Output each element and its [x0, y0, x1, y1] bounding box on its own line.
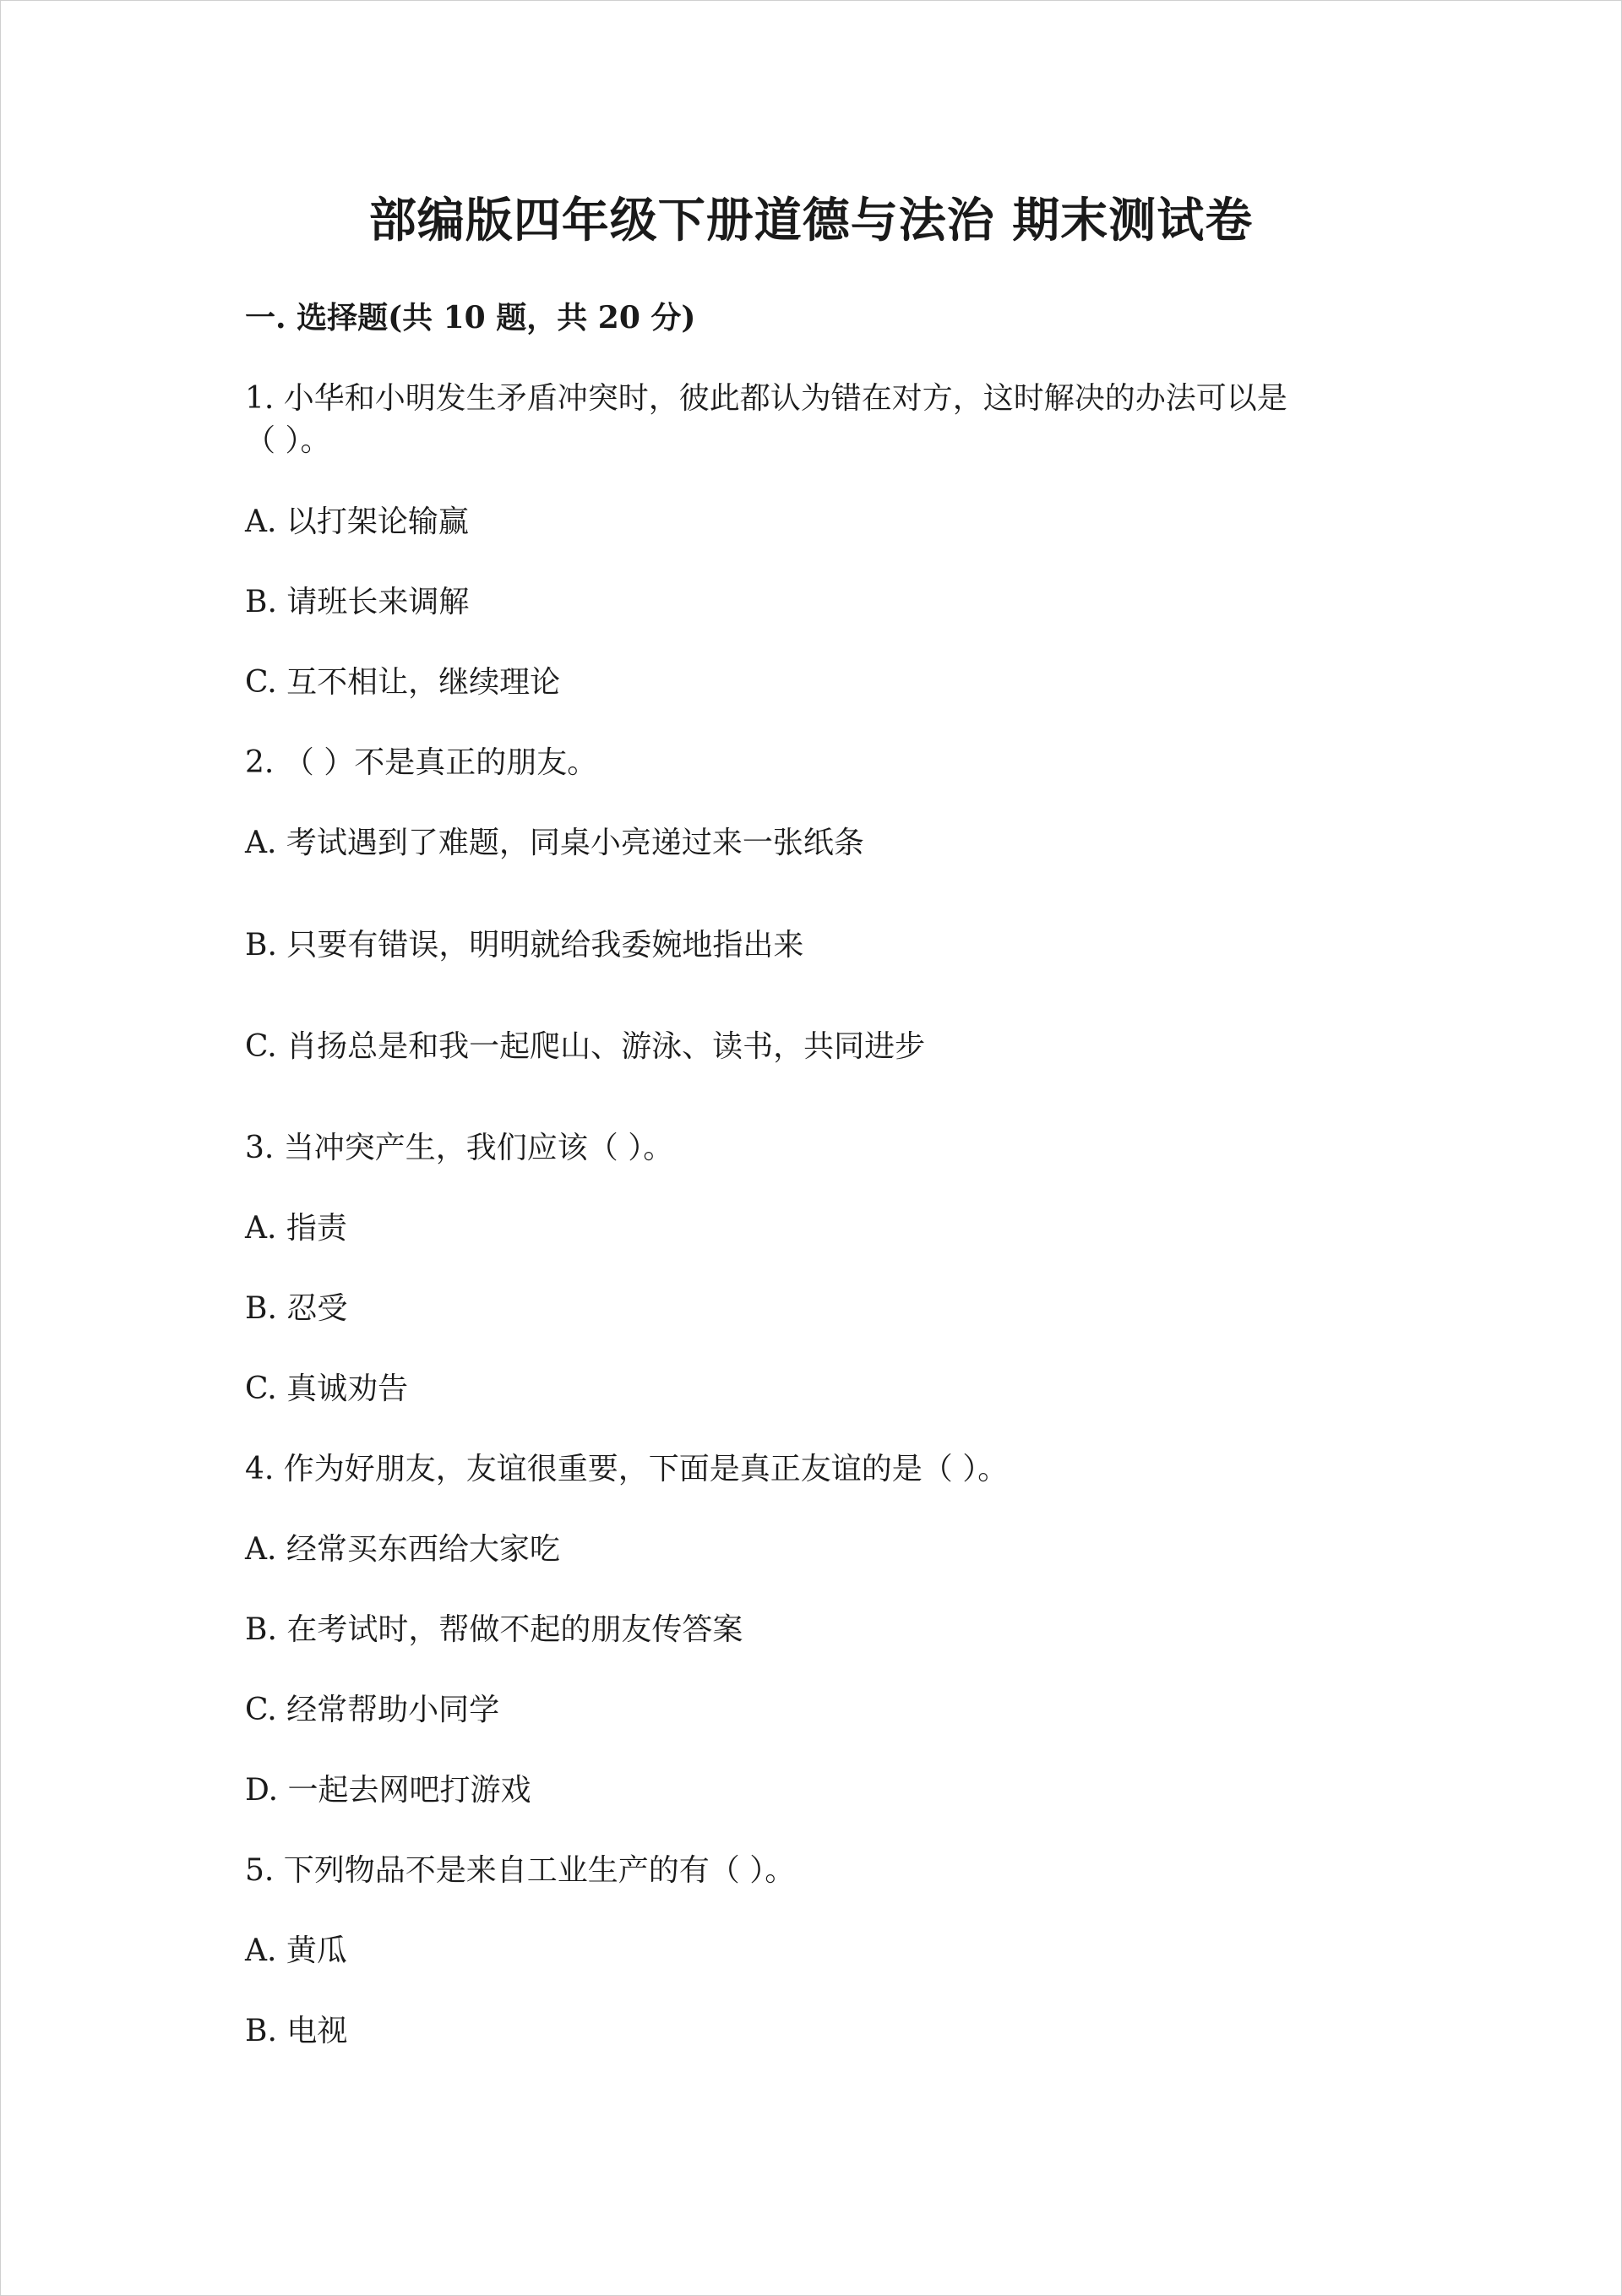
question-4-option-a: A. 经常买东西给大家吃: [245, 1532, 560, 1567]
question-2-stem: 2. （ ）不是真正的朋友。: [245, 745, 598, 780]
question-4-option-c: C. 经常帮助小同学: [245, 1693, 500, 1727]
question-5-stem: 5. 下列物品不是来自工业生产的有（ ）。: [245, 1853, 796, 1888]
question-3-option-a: A. 指责: [245, 1211, 347, 1246]
section-heading: 一. 选择题(共 10 题，共 20 分): [245, 300, 696, 335]
question-1-option-b: B. 请班长来调解: [245, 585, 470, 619]
page-title: 部编版四年级下册道德与法治 期末测试卷: [368, 193, 1254, 248]
question-1-option-c: C. 互不相让，继续理论: [245, 665, 561, 700]
question-1-stem-continued: （ ）。: [245, 423, 331, 458]
question-3-stem: 3. 当冲突产生，我们应该（ ）。: [245, 1131, 674, 1165]
question-3-option-c: C. 真诚劝告: [245, 1372, 409, 1406]
question-2-option-b: B. 只要有错误，明明就给我委婉地指出来: [245, 928, 804, 963]
question-5-option-b: B. 电视: [245, 2014, 348, 2048]
question-5-option-a: A. 黄瓜: [245, 1933, 347, 1968]
question-4-option-b: B. 在考试时，帮做不起的朋友传答案: [245, 1612, 743, 1647]
question-4-stem: 4. 作为好朋友，友谊很重要，下面是真正友谊的是（ ）。: [245, 1452, 1009, 1486]
question-1-stem: 1. 小华和小明发生矛盾冲突时，彼此都认为错在对方，这时解决的办法可以是: [245, 381, 1287, 416]
question-3-option-b: B. 忍受: [245, 1291, 348, 1326]
question-4-option-d: D. 一起去网吧打游戏: [245, 1773, 531, 1808]
question-2-option-a: A. 考试遇到了难题，同桌小亮递过来一张纸条: [245, 826, 864, 860]
question-2-option-c: C. 肖扬总是和我一起爬山、游泳、读书，共同进步: [245, 1029, 926, 1064]
question-1-option-a: A. 以打架论输赢: [245, 504, 469, 539]
